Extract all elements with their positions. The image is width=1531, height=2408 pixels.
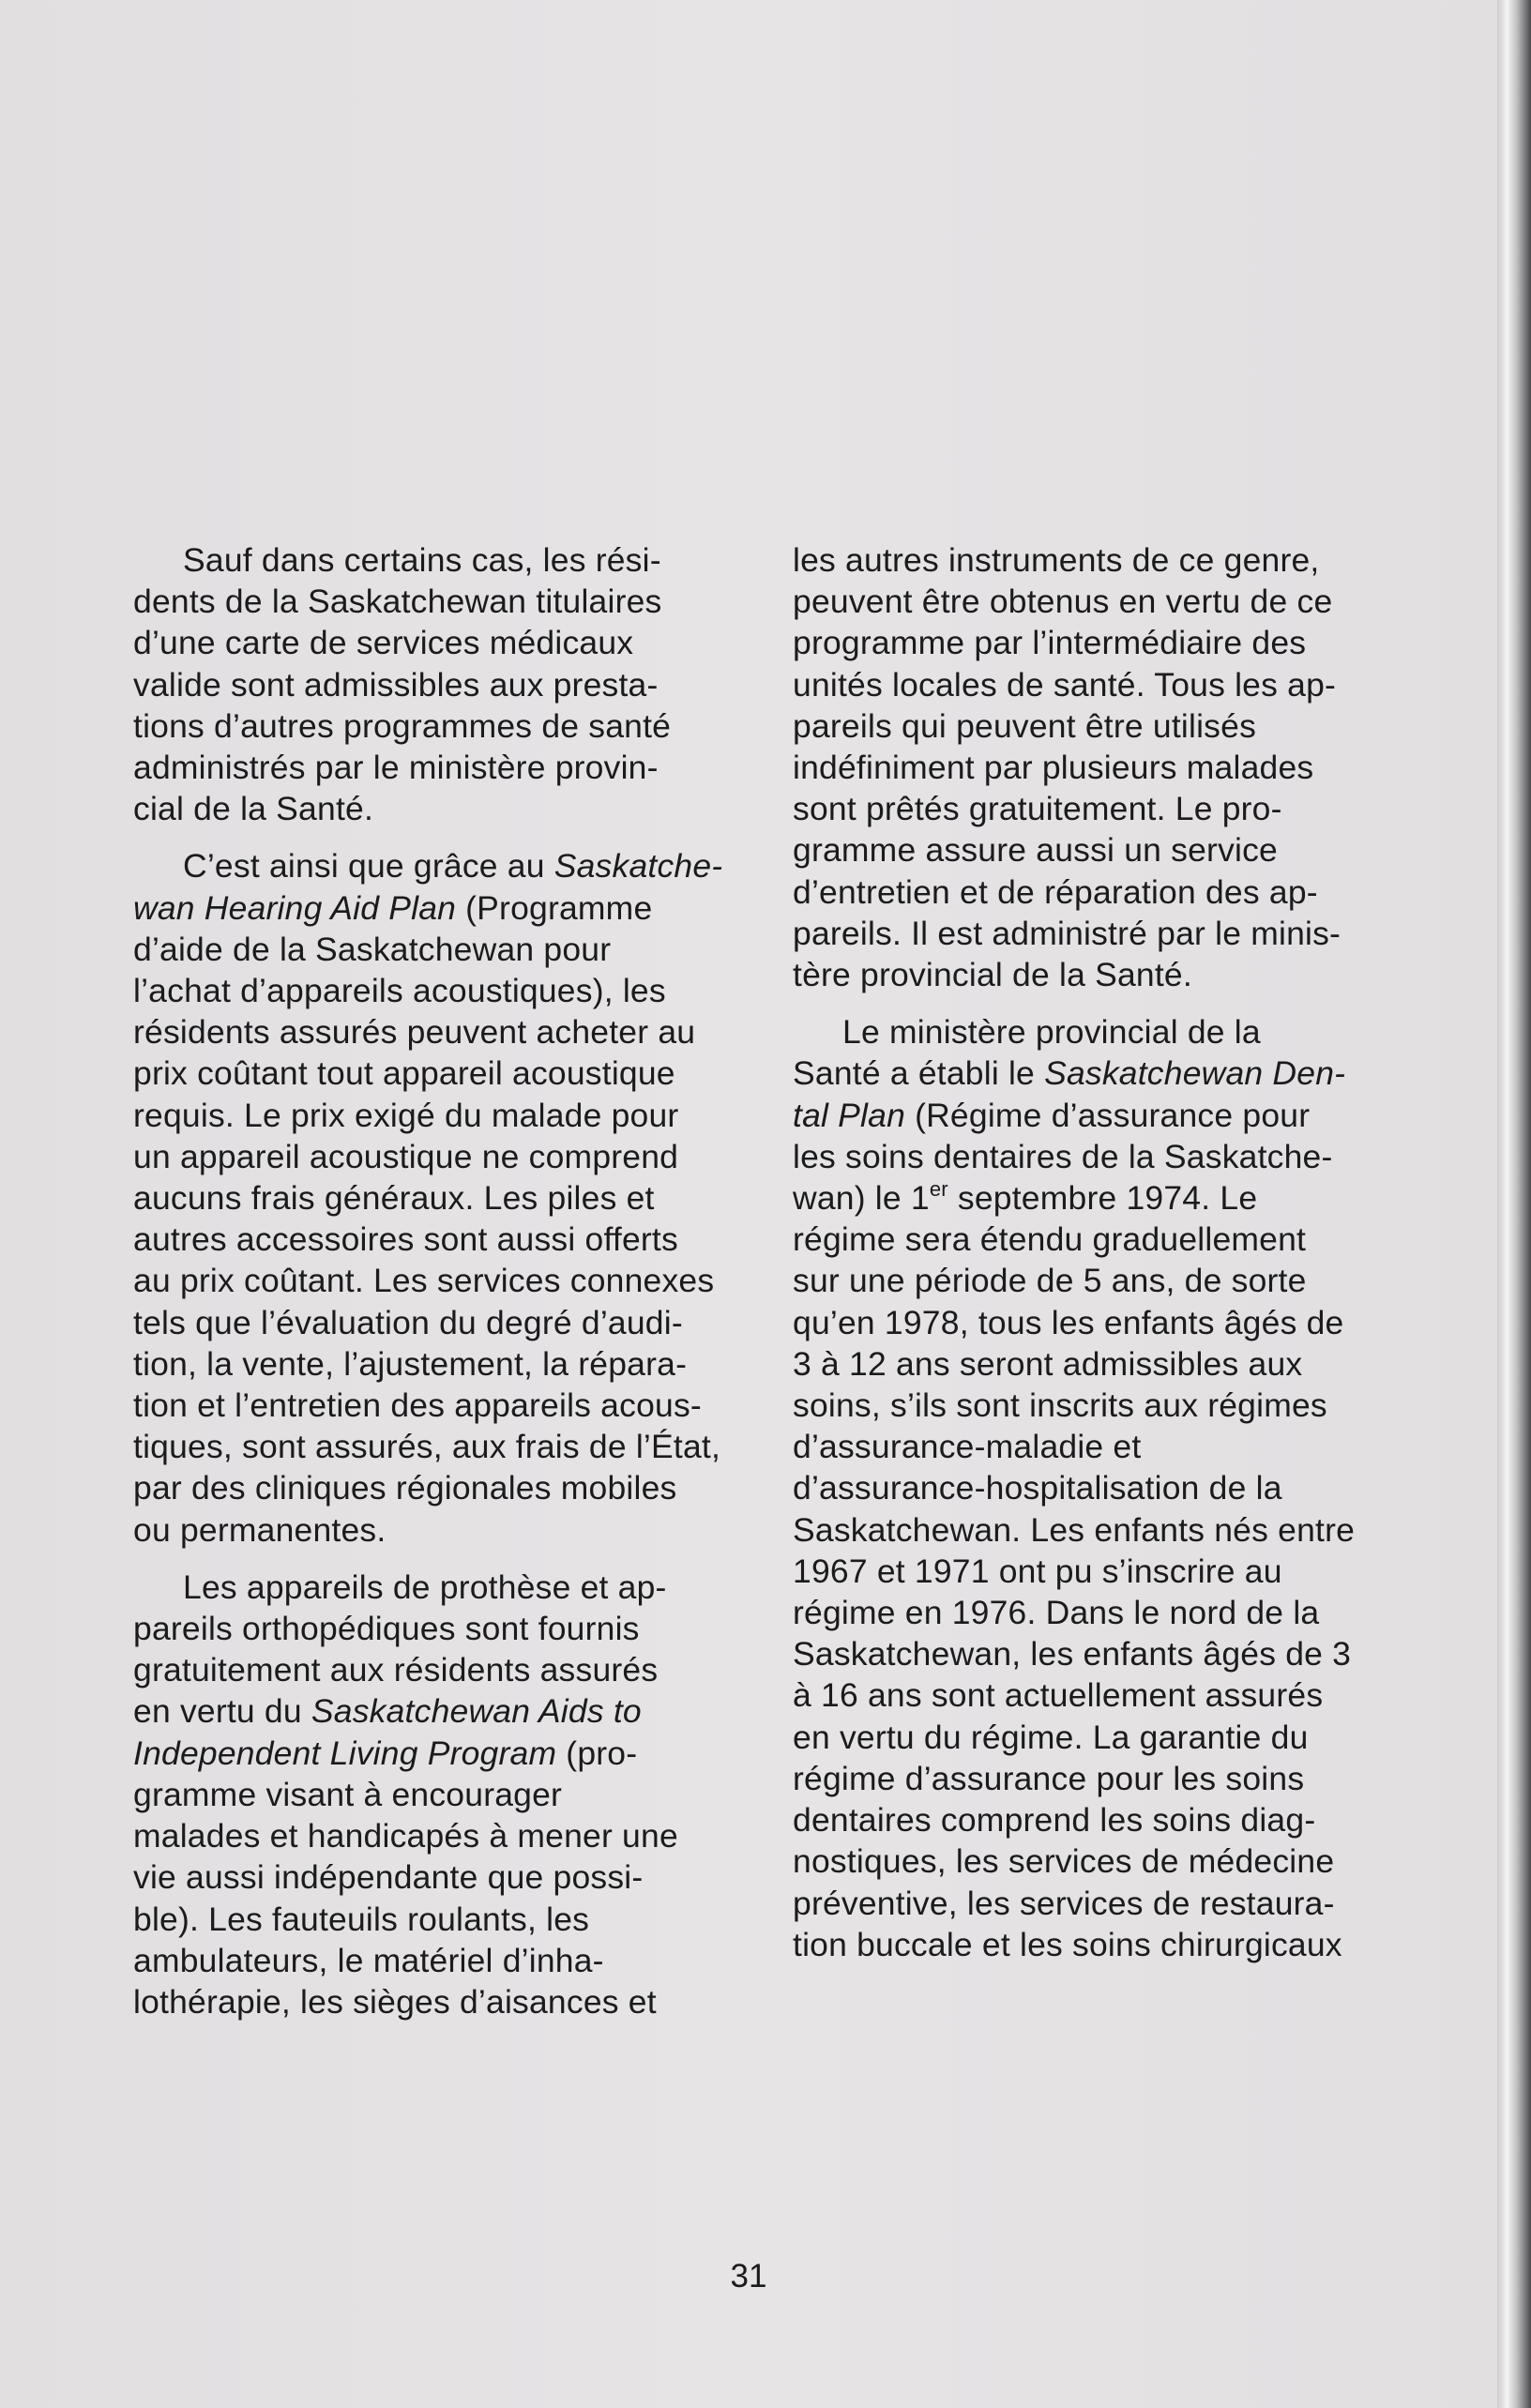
text-line: dents de la Saskatchewan titulaires [133, 583, 662, 621]
program-name-italic: wan Hearing Aid Plan [133, 888, 457, 927]
program-name-italic: tal Plan [793, 1096, 906, 1134]
text-line: lothérapie, les sièges d’aisances et [133, 1982, 657, 2021]
text-line: en vertu du [133, 1692, 311, 1731]
text-line: C’est ainsi que grâce au [183, 847, 554, 886]
page-edge [1497, 0, 1531, 2408]
text-line: d’une carte de services médicaux [133, 624, 634, 662]
text-line: ou permanentes. [133, 1510, 387, 1549]
text-line: tère provincial de la Santé. [793, 956, 1192, 994]
text-line: pareils orthopédiques sont fournis [133, 1610, 640, 1648]
text-line: Saskatchewan. Les enfants nés entre [793, 1510, 1356, 1549]
text-line: par des cliniques régionales mobiles [133, 1469, 677, 1507]
text-line: Le ministère provincial de la [842, 1013, 1261, 1052]
page-number: 31 [730, 2258, 767, 2294]
text-line: résidents assurés peuvent acheter au [133, 1013, 696, 1052]
text-line: Sauf dans certains cas, les rési- [183, 541, 661, 579]
text-line: Les appareils de prothèse et ap- [183, 1567, 667, 1606]
text-line: vie aussi indépendante que possi- [133, 1858, 644, 1897]
text-line: indéfiniment par plusieurs malades [793, 749, 1314, 787]
ordinal-superscript: er [929, 1177, 948, 1202]
text-line: à 16 ans sont actuellement assurés [793, 1676, 1324, 1715]
text-line: tels que l’évaluation du degré d’audi- [133, 1303, 683, 1341]
text-line: 1967 et 1971 ont pu s’inscrire au [793, 1552, 1282, 1590]
text-line: (Régime d’assurance pour [905, 1096, 1311, 1134]
text-line: aucuns frais généraux. Les piles et [133, 1179, 655, 1218]
text-line: les soins dentaires de la Saskatche- [793, 1137, 1333, 1175]
text-line: qu’en 1978, tous les enfants âgés de [793, 1303, 1344, 1341]
text-line: gramme assure aussi un service [793, 831, 1279, 870]
text-line: 3 à 12 ans seront admissibles aux [793, 1344, 1303, 1383]
text-line: d’assurance-maladie et [793, 1428, 1142, 1466]
text-line: sur une période de 5 ans, de sorte [793, 1262, 1307, 1300]
text-line: tiques, sont assurés, aux frais de l’État, [133, 1428, 721, 1466]
text-line: wan) le 1 [793, 1179, 930, 1218]
text-line: malades et handicapés à mener une [133, 1817, 678, 1855]
text-line: (Programme [456, 888, 653, 927]
text-line: tion buccale et les soins chirurgicaux [793, 1925, 1342, 1963]
text-line: (pro- [556, 1734, 638, 1772]
text-line: septembre 1974. Le [947, 1179, 1258, 1218]
paragraph-dental-plan [793, 1011, 1393, 1965]
text-line: l’achat d’appareils acoustiques), les [133, 972, 666, 1010]
paragraph-eligibility [133, 539, 734, 829]
text-line: nostiques, les services de médecine [793, 1842, 1335, 1881]
text-line: unités locales de santé. Tous les ap- [793, 665, 1337, 704]
text-line: prix coûtant tout appareil acoustique [133, 1054, 675, 1093]
text-line: pareils qui peuvent être utilisés [793, 706, 1257, 745]
text-line: programme par l’intermédiaire des [793, 624, 1307, 662]
text-line: administrés par le ministère provin- [133, 749, 659, 787]
text-line: Santé a établi le [793, 1054, 1045, 1093]
text-line: régime en 1976. Dans le nord de la [793, 1594, 1320, 1632]
text-line: les autres instruments de ce genre, [793, 541, 1320, 579]
text-line: en vertu du régime. La garantie du [793, 1718, 1309, 1756]
left-column [133, 539, 734, 2022]
text-line: un appareil acoustique ne comprend [133, 1137, 679, 1175]
text-line: tion et l’entretien des appareils acous- [133, 1386, 702, 1425]
paragraph-aids-continued [793, 539, 1393, 995]
text-line: régime sera étendu graduellement [793, 1220, 1307, 1259]
paragraph-hearing-aid-plan [133, 845, 734, 1550]
text-line: régime d’assurance pour les soins [793, 1759, 1305, 1797]
text-line: gramme visant à encourager [133, 1775, 563, 1813]
text-line: au prix coûtant. Les services connexes [133, 1262, 715, 1300]
text-line: tion, la vente, l’ajustement, la répara- [133, 1344, 688, 1383]
text-line: tions d’autres programmes de santé [133, 706, 672, 745]
program-name-italic: Saskatchewan Den- [1044, 1054, 1346, 1093]
text-line: valide sont admissibles aux presta- [133, 665, 659, 704]
paragraph-aids-to-independent-living [133, 1567, 734, 2022]
text-line: d’entretien et de réparation des ap- [793, 872, 1318, 911]
text-line: requis. Le prix exigé du malade pour [133, 1096, 679, 1134]
text-line: pareils. Il est administré par le minis- [793, 914, 1342, 952]
program-name-italic: Saskatche- [553, 847, 723, 886]
text-line: soins, s’ils sont inscrits aux régimes [793, 1386, 1327, 1425]
right-column [793, 539, 1393, 1965]
text-line: Saskatchewan, les enfants âgés de 3 [793, 1635, 1352, 1673]
text-line: cial de la Santé. [133, 790, 374, 828]
text-line: peuvent être obtenus en vertu de ce [793, 583, 1333, 621]
text-line: sont prêtés gratuitement. Le pro- [793, 790, 1282, 828]
text-line: gratuitement aux résidents assurés [133, 1651, 659, 1689]
program-name-italic: Saskatchewan Aids to [311, 1692, 642, 1731]
text-line: préventive, les services de restaura- [793, 1884, 1335, 1922]
text-line: dentaires comprend les soins diag- [793, 1801, 1316, 1840]
text-line: ambulateurs, le matériel d’inha- [133, 1941, 604, 1979]
text-line: autres accessoires sont aussi offerts [133, 1220, 678, 1259]
program-name-italic: Independent Living Program [133, 1734, 557, 1772]
text-line: ble). Les fauteuils roulants, les [133, 1900, 590, 1938]
text-line: d’aide de la Saskatchewan pour [133, 930, 612, 968]
text-line: d’assurance-hospitalisation de la [793, 1469, 1282, 1507]
